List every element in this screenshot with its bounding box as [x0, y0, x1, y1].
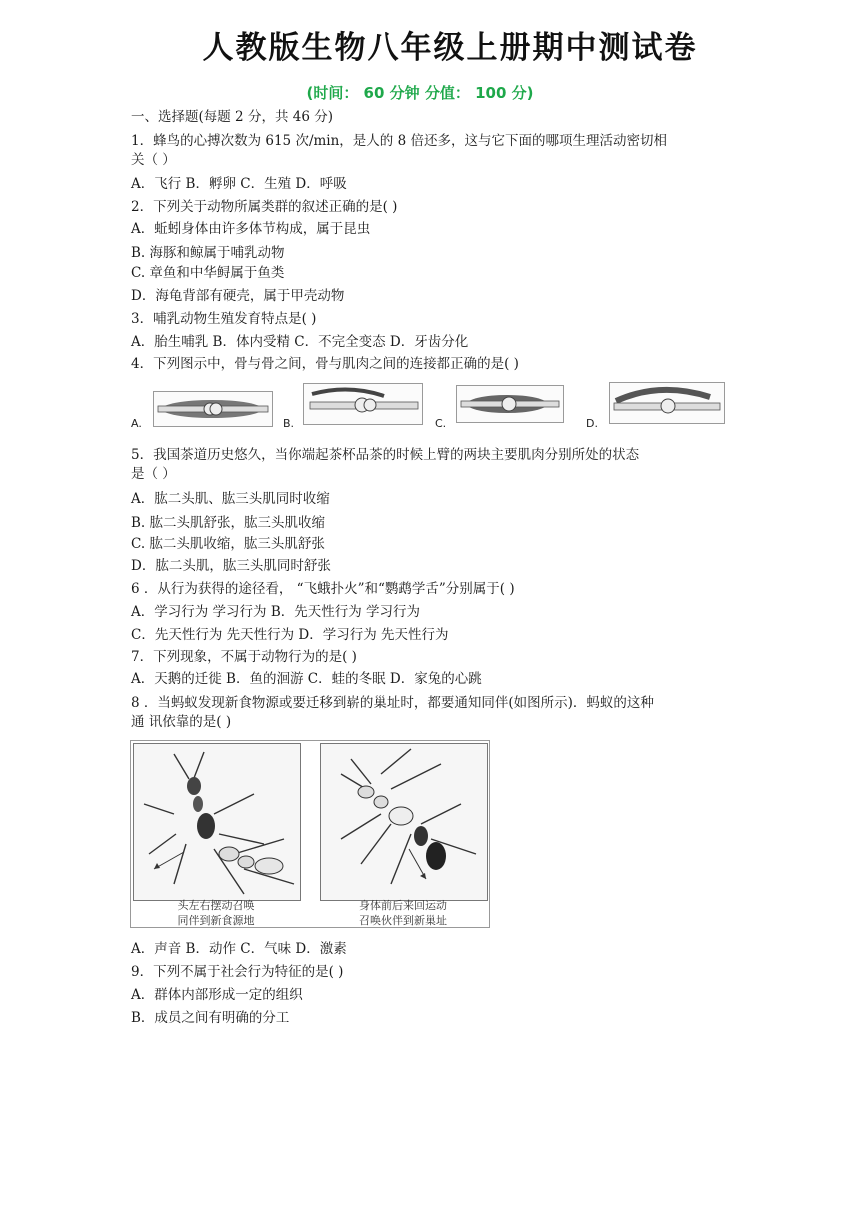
- q7-options: A．天鹅的迁徙 B．鱼的洄游 C．蛙的冬眠 D．家兔的心跳: [131, 671, 482, 687]
- q8-options: A．声音 B．动作 C．气味 D．激素: [131, 941, 347, 957]
- q3-stem: 3．哺乳动物生殖发育特点是( ): [131, 311, 317, 327]
- q9-option-b: B．成员之间有明确的分工: [131, 1010, 290, 1026]
- q4-label-c: C.: [435, 417, 447, 430]
- q8-stem: 8 ．当蚂蚁发现新食物源或要迁移到崭的巢址时，都要通知同伴(如图所示)．蚂蚁的这种: [131, 695, 654, 711]
- ant-caption-left: [133, 898, 299, 928]
- q5-option-b: B. 肱二头肌舒张，肱三头肌收缩: [131, 515, 326, 531]
- q2-option-a: A．蚯蚓身体由许多体节构成，属于昆虫: [131, 221, 371, 237]
- joint-diagram-c: [457, 386, 563, 422]
- q8-stem-cont: 通 讯依靠的是( ): [131, 714, 232, 730]
- ant-caption-right: [320, 898, 486, 928]
- joint-diagram-b: [304, 384, 422, 424]
- q5-stem-cont: 是（ ）: [131, 466, 176, 482]
- q9-option-a: A．群体内部形成一定的组织: [131, 987, 303, 1003]
- q6-stem: 6 ．从行为获得的途径看， “飞蛾扑火”和“鹦鹉学舌”分别属于( ): [131, 581, 515, 597]
- ant-caption-left-line2: 同伴到新食源地: [177, 914, 255, 927]
- ant-drawing-right: [321, 744, 487, 900]
- ant-panel-left: [133, 743, 301, 901]
- q7-stem: 7．下列现象，不属于动物行为的是( ): [131, 649, 357, 665]
- q5-option-a: A．肱二头肌、肱三头肌同时收缩: [131, 491, 330, 507]
- q4-label-a: A.: [131, 417, 142, 430]
- exam-time-score: (时间： 60 分钟 分值： 100 分): [306, 84, 534, 102]
- q4-label-b: B.: [283, 417, 295, 430]
- q2-option-d: D．海龟背部有硬壳，属于甲壳动物: [131, 288, 345, 304]
- ant-panel-right: [320, 743, 488, 901]
- q1-stem: 1．蜂鸟的心搏次数为 615 次/min，是人的 8 倍还多，这与它下面的哪项生理活动密切相: [131, 133, 667, 149]
- exam-title: 人教版生物八年级上册期中测试卷: [202, 30, 698, 66]
- q6-options-ab: A．学习行为 学习行为 B．先天性行为 学习行为: [131, 604, 421, 620]
- q2-option-c: C. 章鱼和中华鲟属于鱼类: [131, 265, 285, 281]
- ant-caption-right-line1: 身体前后来回运动: [359, 899, 447, 912]
- q4-figure-b: [303, 383, 423, 425]
- q4-stem: 4．下列图示中，骨与骨之间，骨与肌肉之间的连接都正确的是( ): [131, 356, 519, 372]
- q5-option-d: D．肱二头肌，肱三头肌同时舒张: [131, 558, 331, 574]
- q1-stem-cont: 关（ ）: [131, 152, 176, 168]
- q2-option-b: B. 海豚和鲸属于哺乳动物: [131, 245, 285, 261]
- q4-figure-a: [153, 391, 273, 427]
- q2-stem: 2．下列关于动物所属类群的叙述正确的是( ): [131, 199, 398, 215]
- q9-stem: 9．下列不属于社会行为特征的是( ): [131, 964, 344, 980]
- q4-label-d: D.: [586, 417, 598, 430]
- q6-options-cd: C．先天性行为 先天性行为 D．学习行为 先天性行为: [131, 627, 449, 643]
- ant-caption-right-line2: 召唤伙伴到新巢址: [359, 914, 447, 927]
- ant-drawing-left: [134, 744, 300, 900]
- q5-option-c: C. 肱二头肌收缩，肱三头肌舒张: [131, 536, 325, 552]
- joint-diagram-a: [154, 392, 272, 426]
- section-heading: 一、选择题(每题 2 分，共 46 分): [131, 109, 333, 125]
- q4-figure-c: [456, 385, 564, 423]
- q8-ant-figure: [130, 740, 490, 928]
- q1-options: A．飞行 B．孵卵 C．生殖 D．呼吸: [131, 176, 347, 192]
- joint-diagram-d: [610, 383, 724, 423]
- q5-stem: 5．我国茶道历史悠久，当你端起茶杯品茶的时候上臂的两块主要肌肉分别所处的状态: [131, 447, 640, 463]
- q4-figure-d: [609, 382, 725, 424]
- q3-options: A．胎生哺乳 B．体内受精 C．不完全变态 D．牙齿分化: [131, 334, 469, 350]
- ant-caption-left-line1: 头左右摆动召唤: [177, 899, 255, 912]
